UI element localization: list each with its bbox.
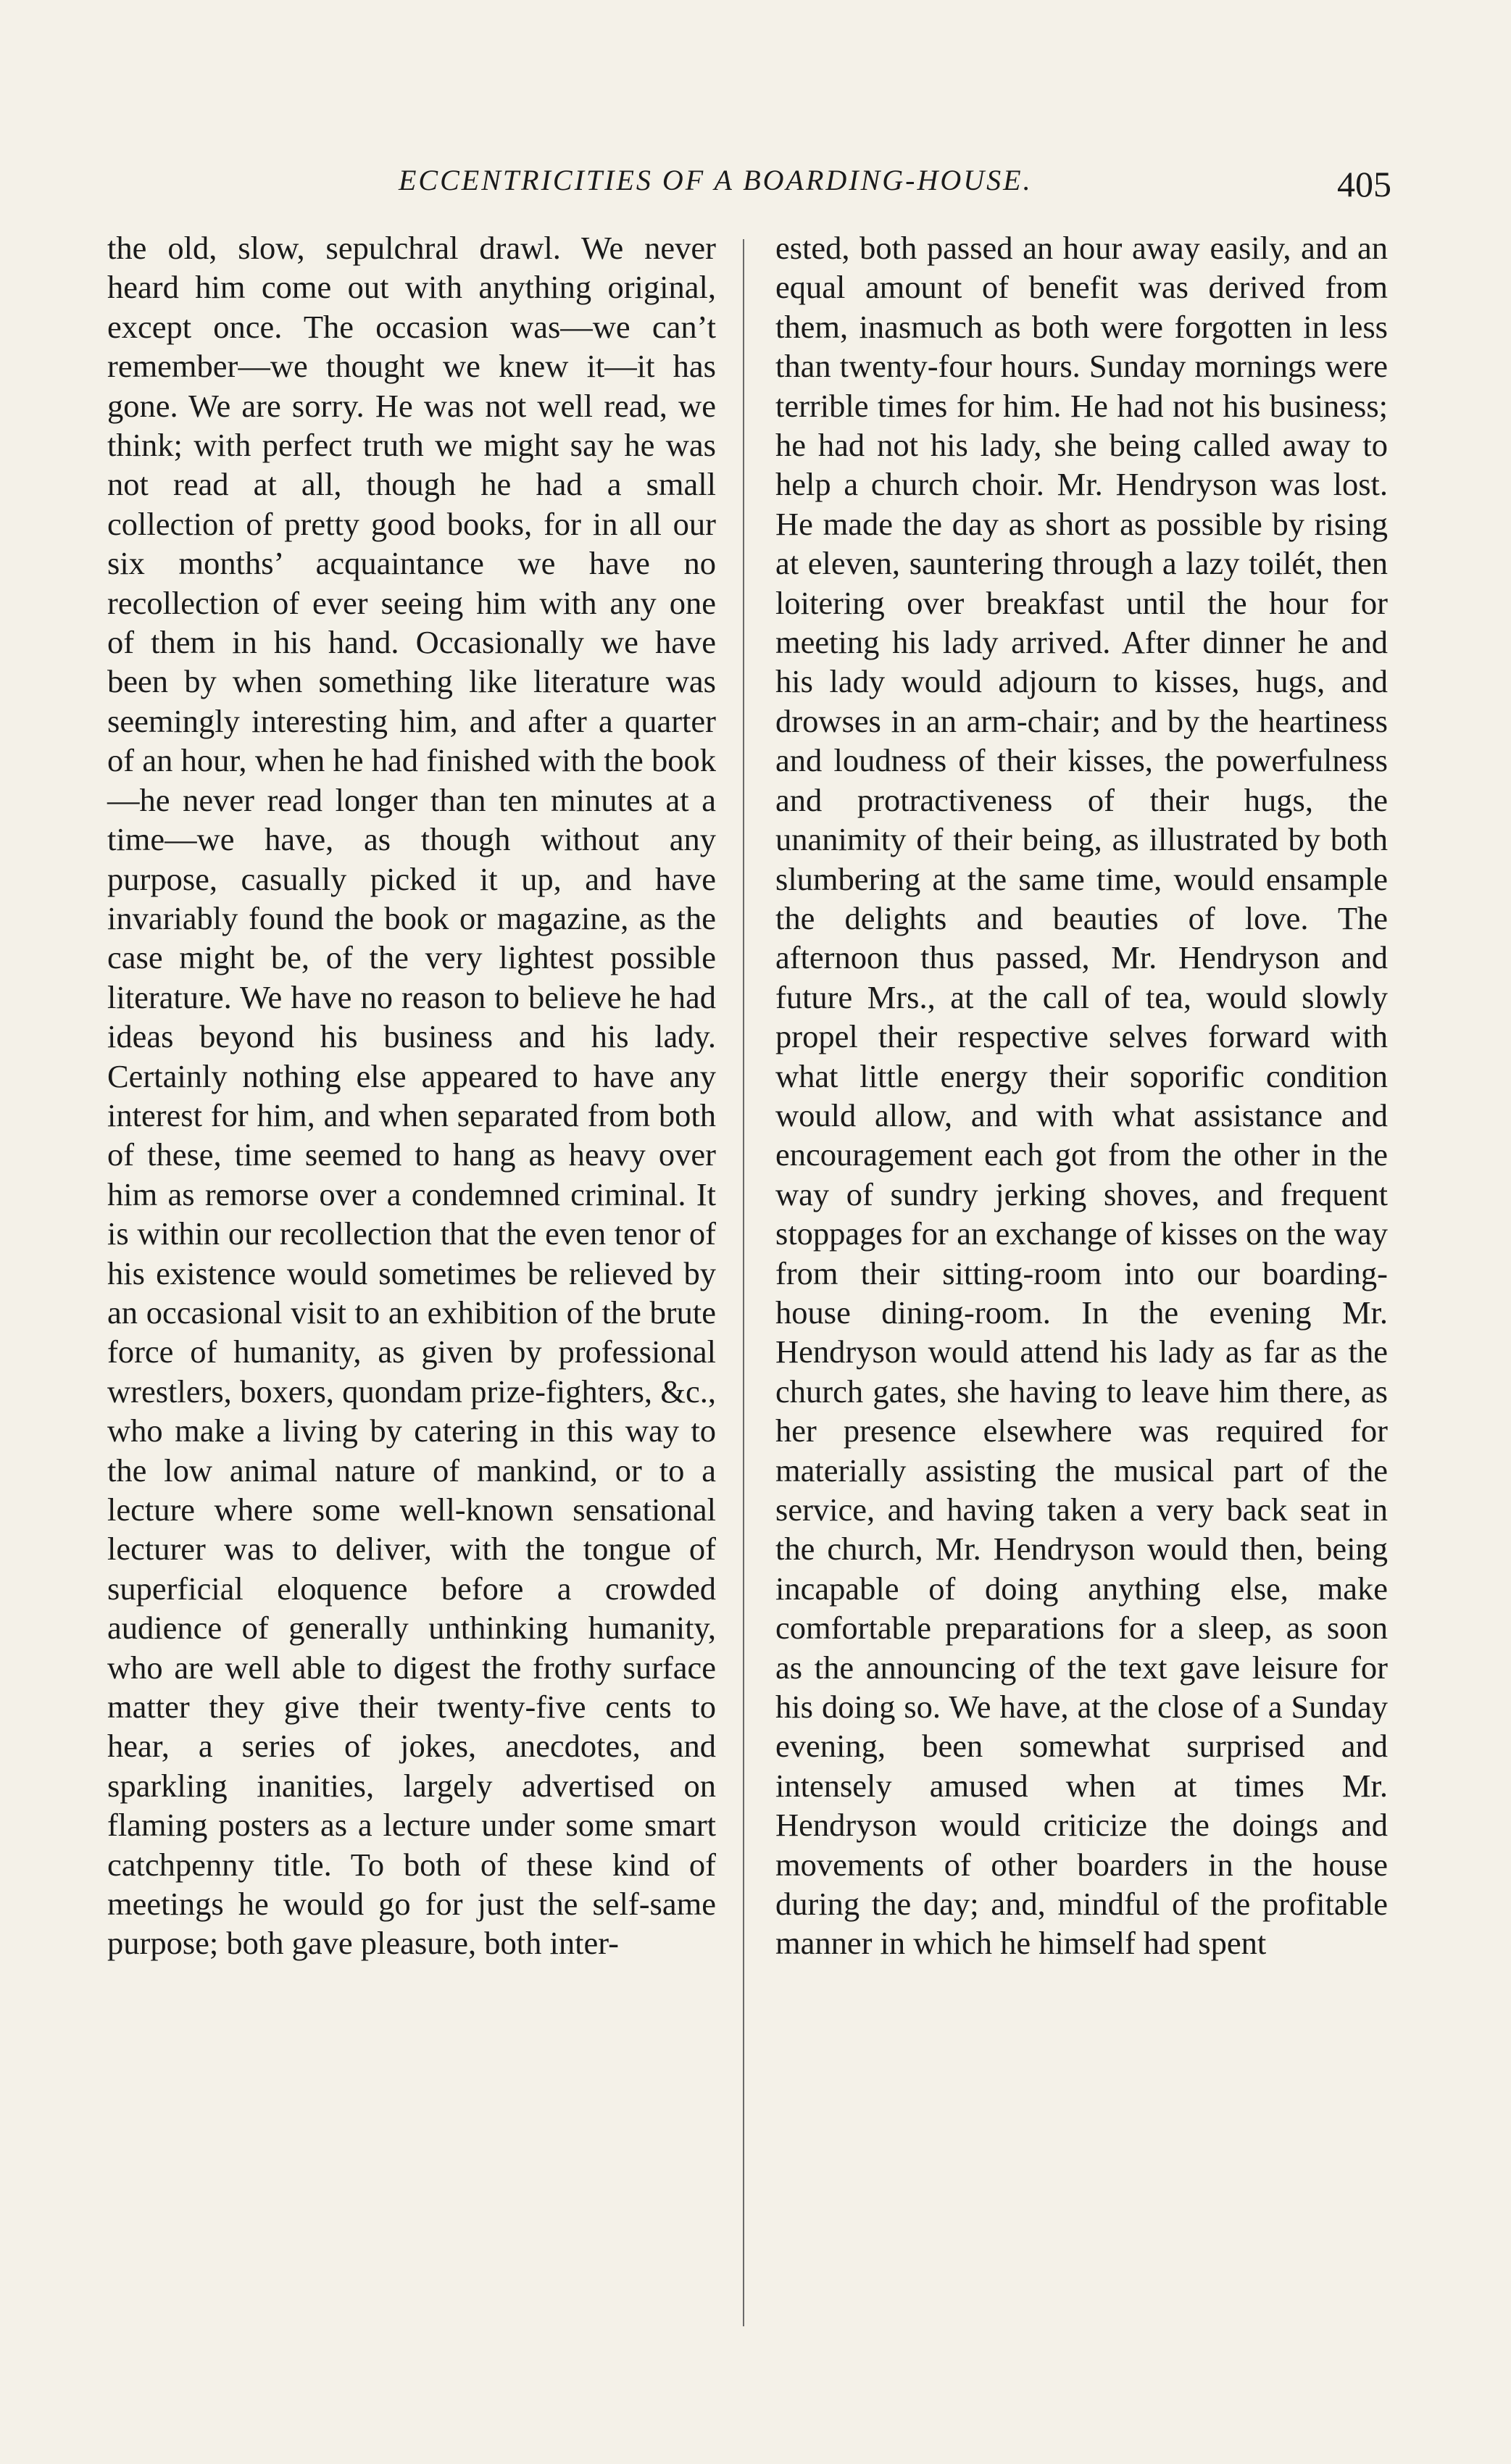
left-column <box>107 228 716 2330</box>
page-number: 405 <box>1337 164 1391 204</box>
left-column-text: the old, slow, sepulchral drawl. We never heard him come out with anything original, except once. The occasion was—we can’t remember—we thought we knew it—it has gone. We are sorry. He was not well read, we think; with perfect truth we might say he was not read at all, though he had a small collection of pretty good books, for in all our six months’ acquaintance we have no recollection of ever seeing him with any one of them in his hand. Occasionally we have been by when something like literature was seemingly interesting him, and after a quarter of an hour, when he had finished with the book—he never read longer than ten minutes at a time—we have, as though without any purpose, casually picked it up, and have invariably found the book or magazine, as the case might be, of the very lightest possible literature. We have no reason to believe he had ideas beyond his business and his lady. Certainly nothing else appeared to have any interest for him, and when separated from both of these, time seemed to hang as heavy over him as remorse over a condemned criminal. It is within our recollection that the even tenor of his existence would sometimes be relieved by an occasional visit to an exhibition of the brute force of humanity, as given by professional wrestlers, boxers, quondam prize-fighters, &c., who make a living by catering in this way to the low animal nature of mankind, or to a lecture where some well-known sensational lecturer was to deliver, with the tongue of superficial eloquence before a crowded audience of generally unthinking humanity, who are well able to digest the frothy surface matter they give their twenty-five cents to hear, a series of jokes, anecdotes, and sparkling inanities, largely advertised on flaming posters as a lecture under some smart catchpenny title. To both of these kind of meetings he would go for just the self-same purpose; both gave pleasure, both inter- <box>107 230 716 1962</box>
right-column-text: ested, both passed an hour away easily, and an equal amount of benefit was derived from them, inasmuch as both were forgotten in less than twenty-four hours. Sunday mornings were terrible times for him. He had not his business; he had not his lady, she being called away to help a church choir. Mr. Hendryson was lost. He made the day as short as possible by rising at eleven, sauntering through a lazy toilét, then loitering over breakfast until the hour for meeting his lady arrived. After dinner he and his lady would adjourn to kisses, hugs, and drowses in an arm-chair; and by the heartiness and loudness of their kisses, the powerfulness and protractiveness of their hugs, the unanimity of their being, as illustrated by both slumbering at the same time, would ensample the delights and beauties of love. The afternoon thus passed, Mr. Hendryson and future Mrs., at the call of tea, would slowly propel their respective selves forward with what little energy their soporific condition would allow, and with what assistance and encouragement each got from the other in the way of sundry jerking shoves, and frequent stoppages for an exchange of kisses on the way from their sitting-room into our boarding-house dining-room. In the evening Mr. Hendryson would attend his lady as far as the church gates, she having to leave him there, as her presence elsewhere was required for materially assisting the musical part of the service, and having taken a very back seat in the church, Mr. Hendryson would then, being incapable of doing anything else, make comfortable preparations for a sleep, as soon as the announcing of the text gave leisure for his doing so. We have, at the close of a Sunday evening, been somewhat surprised and intensely amused when at times Mr. Hendryson would criticize the doings and movements of other boarders in the house during the day; and, mindful of the profitable manner in which he himself had spent <box>775 230 1388 1962</box>
running-title: ECCENTRICITIES OF A BOARDING-HOUSE. <box>399 164 1033 196</box>
page-header <box>109 163 1391 214</box>
column-divider <box>743 239 744 2326</box>
right-column <box>775 228 1388 2330</box>
